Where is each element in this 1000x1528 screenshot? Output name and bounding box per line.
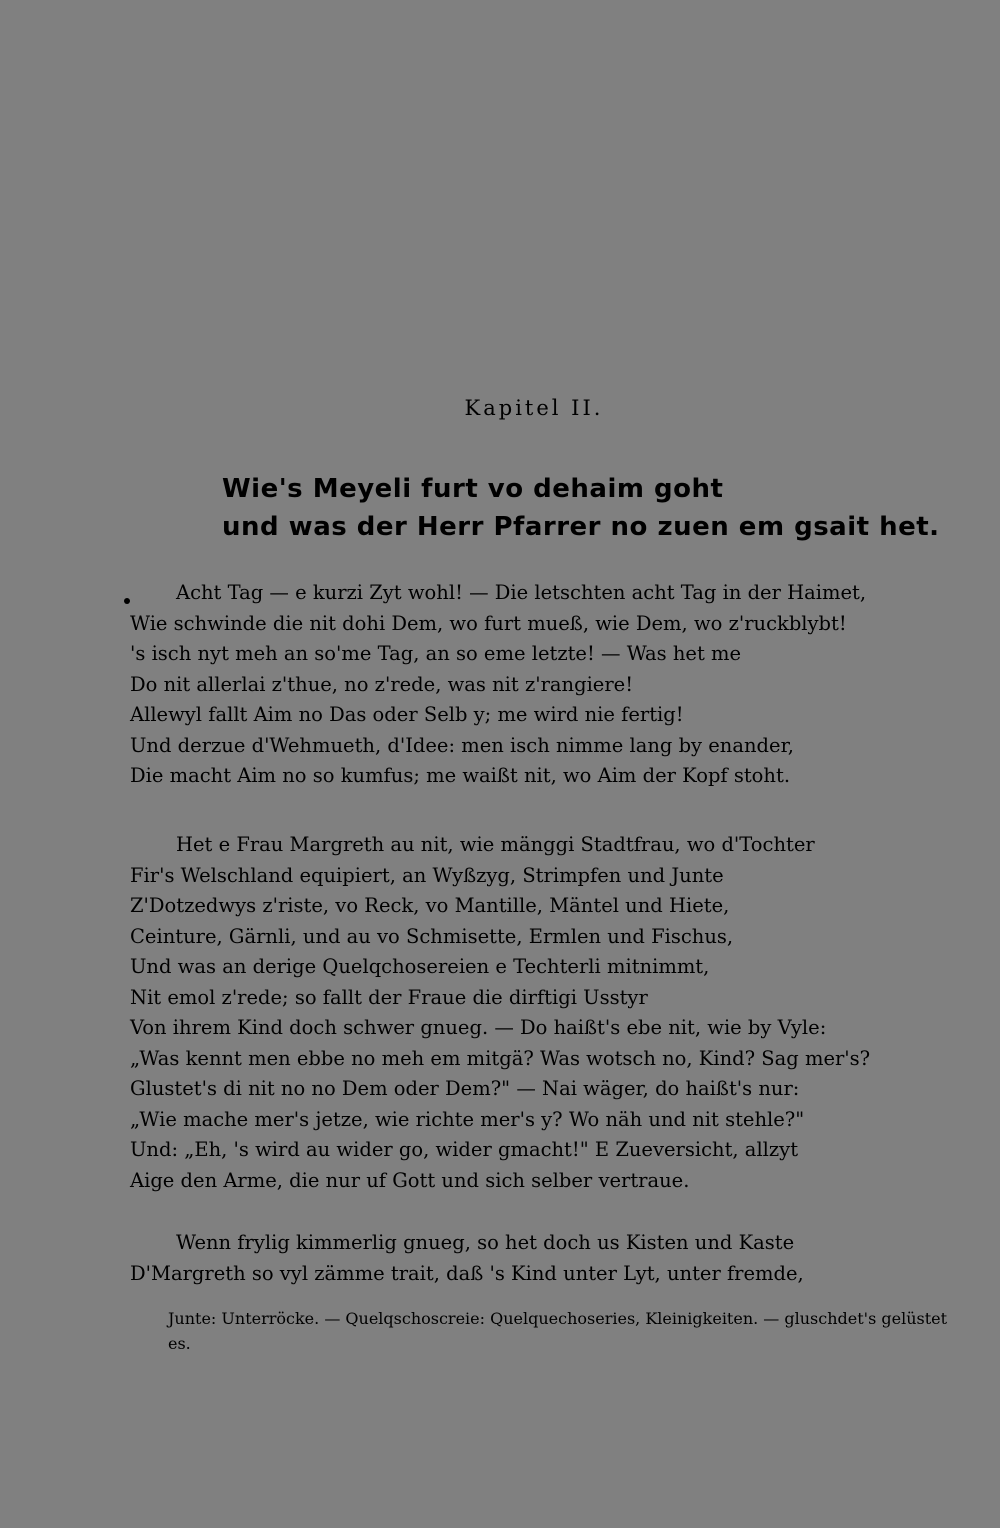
verse-line: Glustet's di nit no no Dem oder Dem?" — Nai wäger, do haißt's nur: [130,1077,800,1100]
verse-line: Von ihrem Kind doch schwer gnueg. — Do haißt's ebe nit, wie by Vyle: [130,1016,827,1039]
chapter-title [222,470,940,546]
title-line-1: Wie's Meyeli furt vo dehaim goht [222,474,724,504]
verse-line: Und was an derige Quelqchosereien e Techterli mitnimmt, [130,955,710,978]
verse-line: Het e Frau Margreth au nit, wie mänggi Stadtfrau, wo d'Tochter [176,833,815,856]
verse-line: Wie schwinde die nit dohi Dem, wo furt mueß, wie Dem, wo z'ruckblybt! [130,611,847,635]
chapter-heading: Kapitel II. [464,396,604,420]
verse-line: 's isch nyt meh an so'me Tag, an so eme letzte! — Was het me [130,642,742,665]
verse-line: Z'Dotzedwys z'riste, vo Reck, vo Mantille, Mäntel und Hiete, [130,894,730,917]
verse-line: Fir's Welschland equipiert, an Wyßzyg, Strimpfen und Junte [130,863,724,887]
verse-line: Allewyl fallt Aim no Das oder Selb y; me wird nie fertig! [130,703,684,726]
verse-line: Aige den Arme, die nur uf Gott und sich selber vertraue. [130,1168,690,1192]
verse-line: D'Margreth so vyl zämme trait, daß 's Kind unter Lyt, unter fremde, [130,1261,804,1285]
verse-line: Ceinture, Gärnli, und au vo Schmisette, Ermlen und Fischus, [130,924,734,948]
stanza-2 [130,830,870,1196]
verse-line: Nit emol z'rede; so fallt der Fraue die dirftigi Usstyr [130,985,648,1009]
footnote: Junte: Unterröcke. — Quelqschoscreie: Quelquechoseries, Kleinigkeiten. — gluschdet's gelüstet es. [168,1309,948,1353]
stanza-1 [130,578,866,792]
stanza-3 [130,1228,804,1289]
title-line-2: und was der Herr Pfarrer no zuen em gsait het. [222,512,940,542]
verse-line: „Was kennt men ebbe no meh em mitgä? Was wotsch no, Kind? Sag mer's? [130,1046,871,1070]
verse-line: Wenn frylig kimmerlig gnueg, so het doch us Kisten und Kaste [176,1231,795,1254]
verse-line: Die macht Aim no so kumfus; me waißt nit, wo Aim der Kopf stoht. [130,764,791,787]
verse-line: Und: „Eh, 's wird au wider go, wider gmacht!" E Zueversicht, allzyt [130,1138,799,1161]
verse-line: Do nit allerlai z'thue, no z'rede, was nit z'rangiere! [130,672,634,696]
verse-line: Acht Tag — e kurzi Zyt wohl! — Die letschten acht Tag in der Haimet, [176,581,867,604]
verse-line: „Wie mache mer's jetze, wie richte mer's y? Wo näh und nit stehle?" [130,1107,805,1131]
verse-line: Und derzue d'Wehmueth, d'Idee: men isch nimme lang by enander, [130,733,794,757]
